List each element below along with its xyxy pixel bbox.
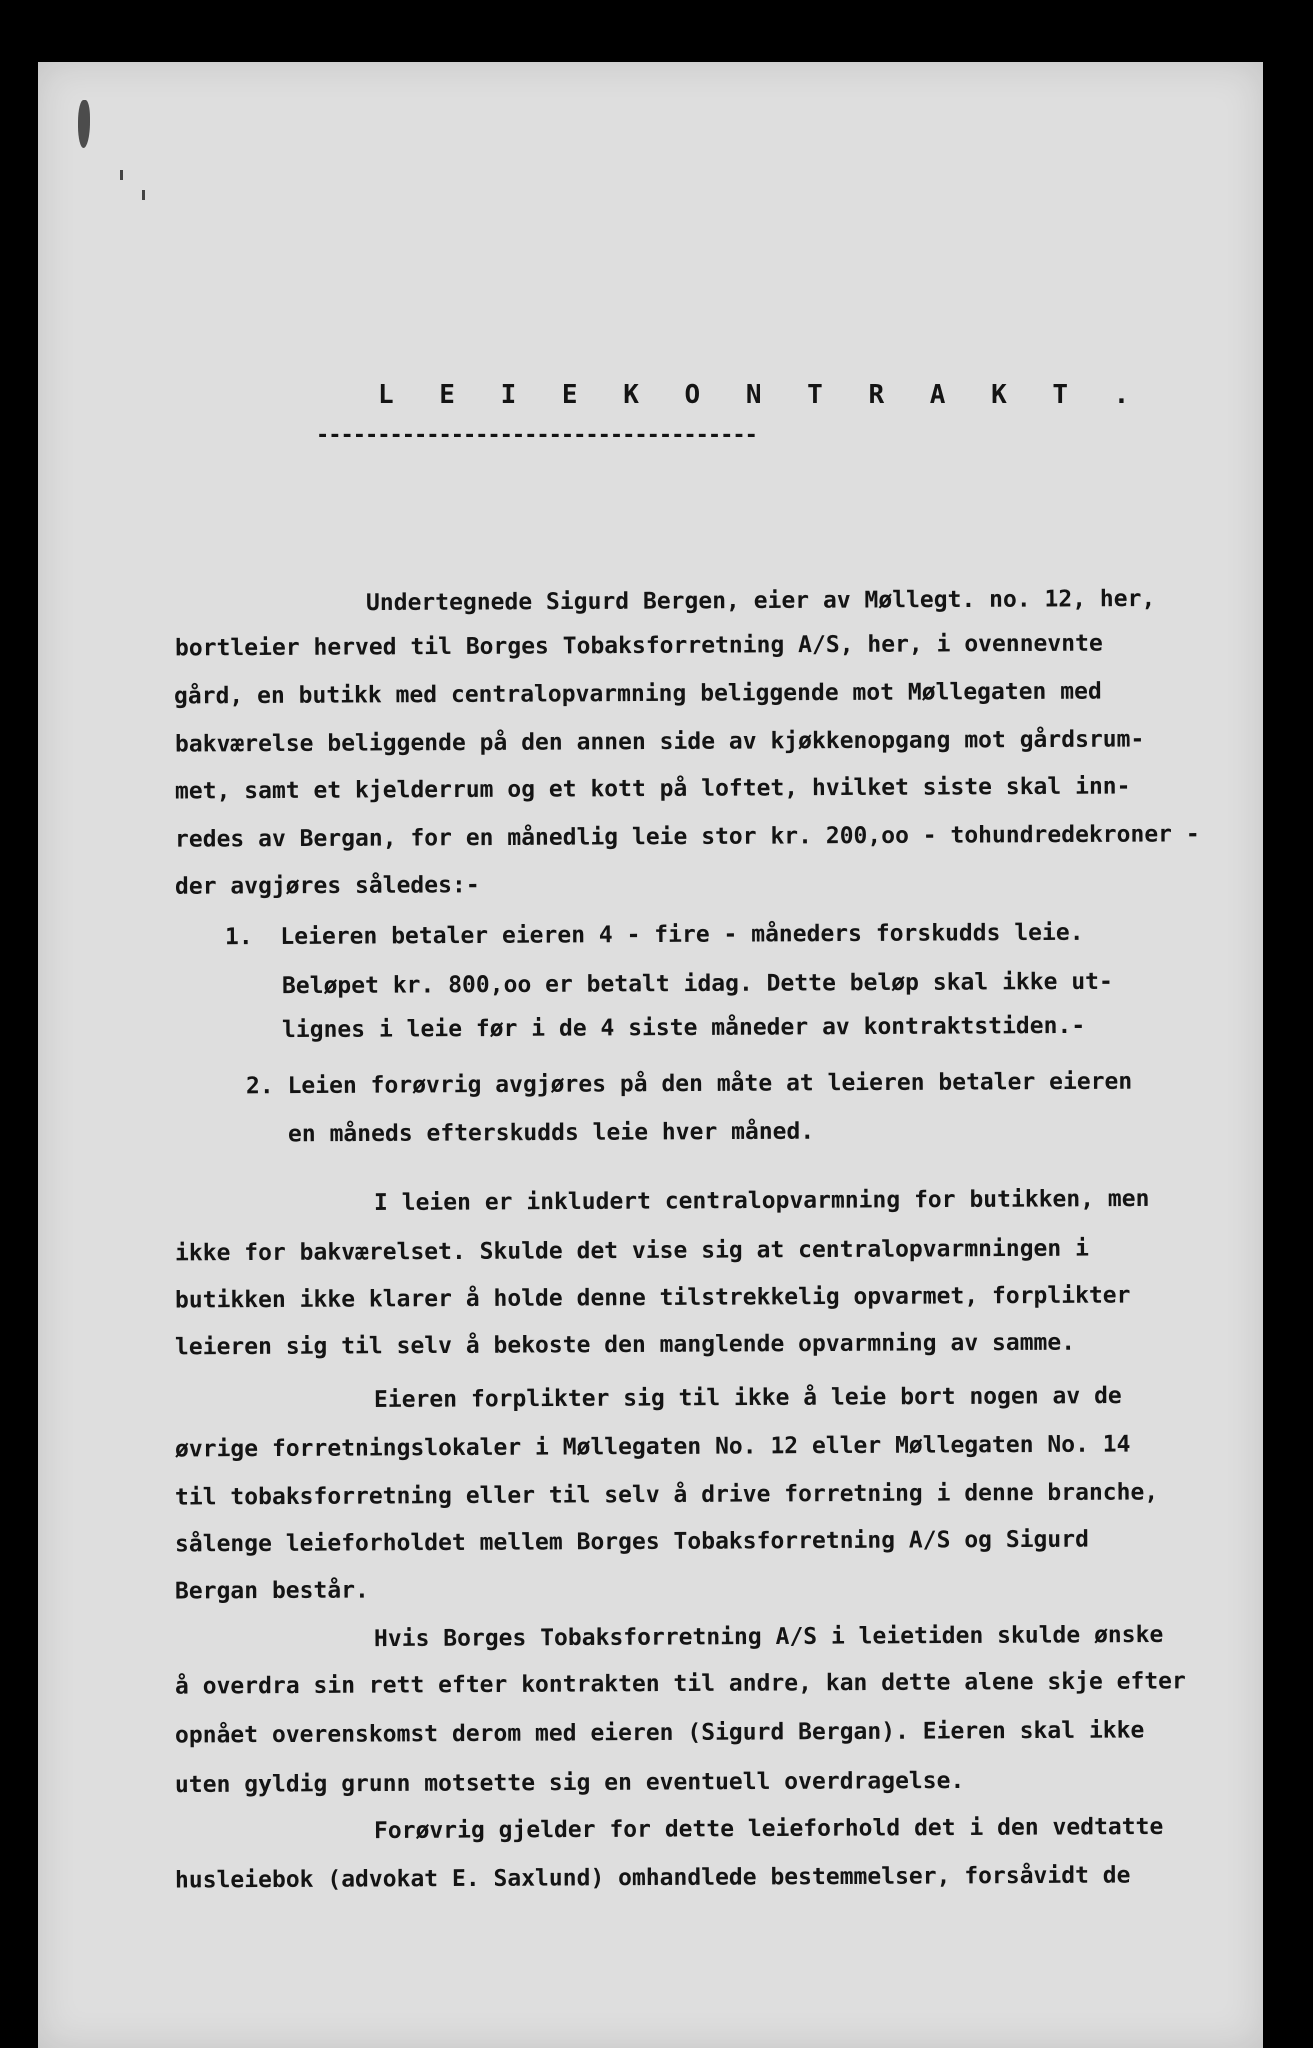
text-line: butikken ikke klarer å holde denne tilstrekkelig opvarmet, forplikter xyxy=(174,1282,1131,1314)
ink-blot xyxy=(78,100,90,148)
text-line: leieren sig til selv å bekoste den manglende opvarmning av samme. xyxy=(174,1329,1076,1361)
ink-speck xyxy=(120,170,123,180)
text-line: redes av Bergan, for en månedlig leie stor kr. 200,oo - tohundredekroner - xyxy=(174,821,1200,853)
text-line: øvrige forretningslokaler i Møllegaten No. 12 eller Møllegaten No. 14 xyxy=(174,1431,1131,1463)
text-line: der avgjøres således:- xyxy=(174,872,480,900)
document-title: L E I E K O N T R A K T . xyxy=(378,380,1145,410)
text-line: Undertegnede Sigurd Bergen, eier av Møllegt. no. 12, her, xyxy=(365,585,1156,617)
title-underline: ------------------------------------ xyxy=(316,423,757,448)
text-line: opnået overenskomst derom med eieren (Sigurd Bergan). Eieren skal ikke xyxy=(174,1717,1145,1749)
text-line: å overdra sin rett efter kontrakten til andre, kan dette alene skje efter xyxy=(174,1668,1186,1700)
list-item: 2. Leien forøvrig avgjøres på den måte at leieren betaler eieren xyxy=(245,1068,1133,1100)
text-line: gård, en butikk med centralopvarmning beliggende mot Møllegaten med xyxy=(173,678,1102,710)
text-line: Hvis Borges Tobaksforretning A/S i leietiden skulde ønske xyxy=(373,1621,1164,1653)
text-line: Bergan består. xyxy=(174,1577,369,1605)
list-item: 1. Leieren betaler eieren 4 - fire - måneders forskudds leie. xyxy=(224,919,1084,951)
text-line: I leien er inkludert centralopvarmning for butikken, men xyxy=(373,1185,1150,1217)
text-line: bortleier herved til Borges Tobaksforretning A/S, her, i ovennevnte xyxy=(174,630,1103,662)
text-line: til tobaksforretning eller til selv å drive forretning i denne branche, xyxy=(174,1479,1159,1511)
text-line: husleiebok (advokat E. Saxlund) omhandlede bestemmelser, forsåvidt de xyxy=(174,1862,1131,1894)
text-line: Eieren forplikter sig til ikke å leie bort nogen av de xyxy=(373,1383,1122,1413)
list-item-continuation: lignes i leie før i de 4 siste måneder av kontraktstiden.- xyxy=(281,1012,1086,1044)
ink-speck xyxy=(142,190,145,200)
list-item-continuation: Beløpet kr. 800,oo er betalt idag. Dette beløp skal ikke ut- xyxy=(281,968,1113,1000)
text-line: bakværelse beliggende på den annen side av kjøkkenopgang mot gårdsrum- xyxy=(174,726,1145,758)
text-line: sålenge leieforholdet mellem Borges Tobaksforretning A/S og Sigurd xyxy=(174,1526,1089,1558)
text-line: uten gyldig grunn motsette sig en eventuell overdragelse. xyxy=(174,1767,965,1799)
document-page xyxy=(38,62,1263,2048)
list-item-continuation: en måneds efterskudds leie hver måned. xyxy=(287,1118,815,1148)
text-line: ikke for bakværelset. Skulde det vise sig at centralopvarmningen i xyxy=(174,1235,1089,1267)
text-line: Forøvrig gjelder for dette leieforhold det i den vedtatte xyxy=(373,1813,1164,1845)
text-line: met, samt et kjelderrum og et kott på loftet, hvilket siste skal inn- xyxy=(174,773,1131,805)
